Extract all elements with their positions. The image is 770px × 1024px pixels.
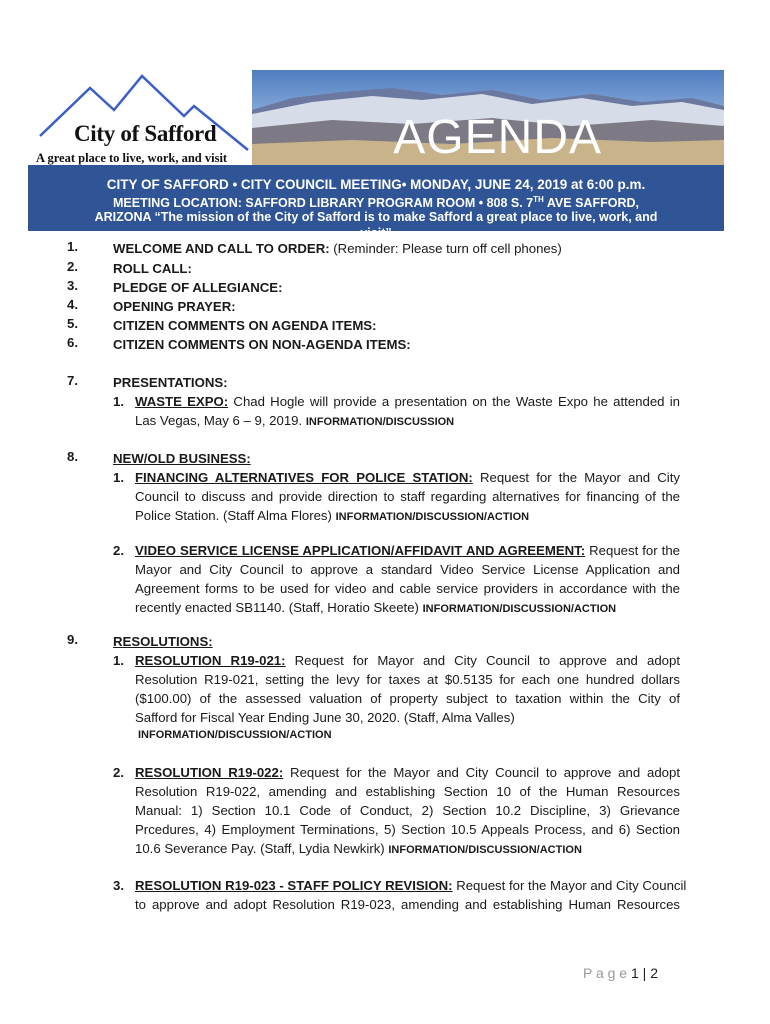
- item-number: 1.: [67, 239, 78, 254]
- waste-expo-line: WASTE EXPO: Chad Hogle will provide a presentation on the Waste Expo he attended in: [135, 394, 680, 409]
- resolution-021-line: ($100.00) of the assessed valuation of property subject to taxation within the City of: [135, 691, 680, 706]
- agenda-item-business: NEW/OLD BUSINESS:: [113, 451, 251, 466]
- police-financing-line: Council to discuss and provide direction to staff regarding alternatives for financing of the: [135, 489, 680, 504]
- video-license-line: Mayor and City Council to approve a standard Video Service License Application and: [135, 562, 680, 577]
- page-number: 1 | 2: [631, 965, 658, 981]
- resolution-023-line: to approve and adopt Resolution R19-023, amending and establishing Human Resources: [135, 897, 680, 912]
- mountain-banner: [252, 70, 724, 165]
- agenda-item-comments-non-agenda: CITIZEN COMMENTS ON NON-AGENDA ITEMS:: [113, 337, 411, 352]
- video-license-line: Agreement forms to be used for video and cable service providers in accordance with the: [135, 581, 680, 596]
- sub-item-number: 2.: [113, 765, 124, 780]
- resolution-022-line: Manual: 1) Section 10.1 Code of Conduct, 2) Section 10.2 Discipline, 3) Grievance: [135, 803, 680, 818]
- resolution-022-line: 10.6 Severance Pay. (Staff, Lydia Newkirk) INFORMATION/DISCUSSION/ACTION: [135, 841, 582, 856]
- sub-item-number: 1.: [113, 470, 124, 485]
- item-number: 7.: [67, 373, 78, 388]
- resolution-021-line: Resolution R19-021, setting the levy for taxes at $0.5135 for each one hundred dollars: [135, 672, 680, 687]
- agenda-item-comments-agenda: CITIZEN COMMENTS ON AGENDA ITEMS:: [113, 318, 377, 333]
- police-financing-line: Police Station. (Staff Alma Flores) INFORMATION/DISCUSSION/ACTION: [135, 508, 530, 523]
- meeting-date-line: CITY OF SAFFORD • CITY COUNCIL MEETING• MONDAY, JUNE 24, 2019 at 6:00 p.m.: [106, 177, 646, 192]
- item-number: 5.: [67, 316, 78, 331]
- waste-expo-line: Las Vegas, May 6 – 9, 2019. INFORMATION/DISCUSSION: [135, 413, 455, 428]
- item-number: 4.: [67, 297, 78, 312]
- sub-item-number: 3.: [113, 878, 124, 893]
- video-license-line: recently enacted SB1140. (Staff, Horatio Skeete) INFORMATION/DISCUSSION/ACTION: [135, 600, 617, 615]
- resolution-021-line: Safford for Fiscal Year Ending June 30, 2020. (Staff, Alma Valles): [135, 710, 515, 725]
- resolution-022-line: Resolution R19-022, amending and establishing Section 10 of the Human Resources: [135, 784, 680, 799]
- agenda-item-roll-call: ROLL CALL:: [113, 261, 192, 276]
- logo-name: City of Safford: [74, 121, 217, 146]
- item-number: 6.: [67, 335, 78, 350]
- police-financing-line: FINANCING ALTERNATIVES FOR POLICE STATION: Request for the Mayor and City: [135, 470, 680, 485]
- item-number: 2.: [67, 259, 78, 274]
- meeting-location-line: MEETING LOCATION: SAFFORD LIBRARY PROGRAM ROOM • 808 S. 7TH AVE SAFFORD,: [113, 195, 639, 211]
- mission-line: ARIZONA “The mission of the City of Safford is to make Safford a great place to live, work, and: [94, 210, 658, 224]
- video-license-line: VIDEO SERVICE LICENSE APPLICATION/AFFIDAVIT AND AGREEMENT: Request for the: [135, 543, 680, 558]
- agenda-item-welcome: WELCOME AND CALL TO ORDER: (Reminder: Please turn off cell phones): [113, 241, 562, 256]
- agenda-item-resolutions: RESOLUTIONS:: [113, 634, 213, 649]
- page-footer: P a g e 1 | 2: [582, 965, 658, 981]
- agenda-item-prayer: OPENING PRAYER:: [113, 299, 236, 314]
- meeting-header: [28, 165, 724, 240]
- resolution-021-tag: INFORMATION/DISCUSSION/ACTION: [138, 729, 332, 741]
- item-number: 9.: [67, 632, 78, 647]
- resolution-022-line: Prcedures, 4) Employment Terminations, 5) Section 10.5 Appeals Process, and 6) Section: [135, 822, 680, 837]
- agenda-item-presentations: PRESENTATIONS:: [113, 375, 228, 390]
- item-number: 8.: [67, 449, 78, 464]
- agenda-item-pledge: PLEDGE OF ALLEGIANCE:: [113, 280, 283, 295]
- agenda-title: AGENDA: [393, 111, 602, 164]
- sub-item-number: 2.: [113, 543, 124, 558]
- sub-item-number: 1.: [113, 653, 124, 668]
- mission-line-end: visit”: [360, 226, 392, 240]
- resolution-021-line: RESOLUTION R19-021: Request for Mayor and City Council to approve and adopt: [135, 653, 680, 668]
- resolution-022-line: RESOLUTION R19-022: Request for the Mayor and City Council to approve and adopt: [135, 765, 680, 780]
- city-logo: [36, 70, 250, 170]
- item-number: 3.: [67, 278, 78, 293]
- logo-tagline: A great place to live, work, and visit: [36, 151, 228, 165]
- sub-item-number: 1.: [113, 394, 124, 409]
- resolution-023-line: RESOLUTION R19-023 - STAFF POLICY REVISION: Request for the Mayor and City Council: [135, 878, 687, 893]
